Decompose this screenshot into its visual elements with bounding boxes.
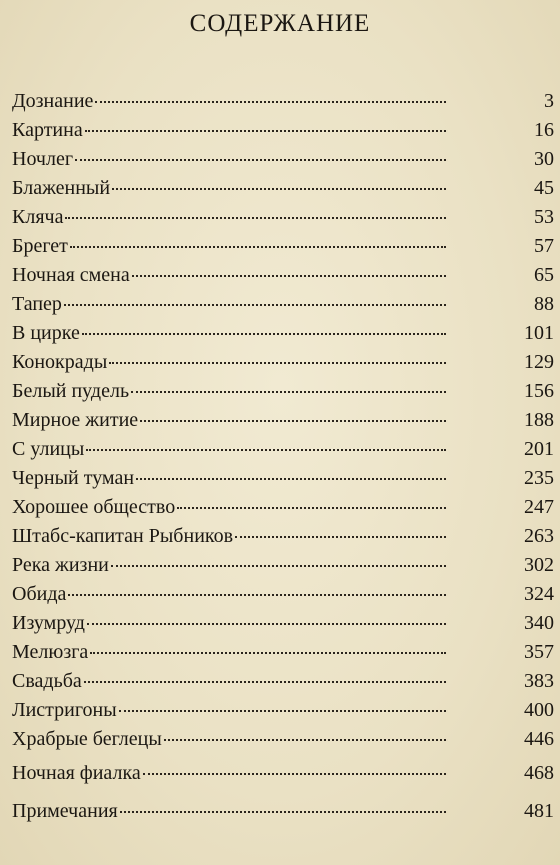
dot-leader [90, 652, 446, 654]
toc-entry [12, 435, 554, 464]
toc-entry [12, 696, 554, 725]
dot-leader [75, 159, 446, 161]
dot-leader [109, 362, 446, 364]
dot-leader [84, 681, 446, 683]
dot-leader [132, 275, 446, 277]
toc-entry-title: Дознание [12, 90, 94, 112]
toc-entry-title: Конокрады [12, 351, 108, 373]
dot-leader [70, 246, 446, 248]
toc-entry [12, 290, 554, 319]
toc-entry-title: Мелюзга [12, 641, 89, 663]
dot-leader [120, 811, 446, 813]
toc-entry-page: 30 [534, 148, 554, 170]
toc-entry [12, 725, 554, 754]
toc-entry-title: Река жизни [12, 554, 109, 576]
toc-entry-title: Блаженный [12, 177, 111, 199]
toc-entry-title: Ночная фиалка [12, 762, 141, 784]
dot-leader [68, 594, 446, 596]
toc-entry [12, 174, 554, 203]
toc-entry-title: Изумруд [12, 612, 85, 634]
toc-entry-page: 53 [534, 206, 554, 228]
toc-entry-title: Мирное житие [12, 409, 139, 431]
toc-entry-page: 383 [524, 670, 554, 692]
toc-entry-page: 468 [524, 762, 554, 784]
toc-entry-page: 340 [524, 612, 554, 634]
dot-leader [136, 478, 446, 480]
dot-leader [86, 449, 446, 451]
toc-entry-title: В цирке [12, 322, 80, 344]
toc-entry-title: Обида [12, 583, 67, 605]
toc-entry-page: 400 [524, 699, 554, 721]
dot-leader [85, 130, 446, 132]
toc-entry [12, 261, 554, 290]
toc-entry-page: 65 [534, 264, 554, 286]
toc-entry-title: Белый пудель [12, 380, 130, 402]
toc-entry-page: 324 [524, 583, 554, 605]
toc-entry [12, 232, 554, 261]
toc-entry [12, 797, 554, 826]
toc-entry-page: 302 [524, 554, 554, 576]
dot-leader [87, 623, 446, 625]
toc-entry-page: 446 [524, 728, 554, 750]
toc-entry [12, 493, 554, 522]
toc-entry-page: 57 [534, 235, 554, 257]
toc-entry-title: Хорошее общество [12, 496, 176, 518]
toc-entry-title: Храбрые беглецы [12, 728, 162, 750]
toc-entry-title: Тапер [12, 293, 62, 315]
dot-leader [143, 773, 446, 775]
dot-leader [64, 304, 446, 306]
toc-entry-page: 129 [524, 351, 554, 373]
toc-entry [12, 551, 554, 580]
toc-entry-page: 188 [524, 409, 554, 431]
toc-entry-title: Ночлег [12, 148, 74, 170]
toc-entry-page: 45 [534, 177, 554, 199]
toc-entry [12, 580, 554, 609]
dot-leader [119, 710, 446, 712]
toc-entry [12, 464, 554, 493]
dot-leader [235, 536, 446, 538]
toc-entry-page: 156 [524, 380, 554, 402]
toc-entry-page: 247 [524, 496, 554, 518]
dot-leader [111, 565, 446, 567]
toc-entry [12, 638, 554, 667]
toc-entry [12, 609, 554, 638]
toc-entry-page: 88 [534, 293, 554, 315]
dot-leader [112, 188, 446, 190]
toc-entry-title: Штабс-капитан Рыбников [12, 525, 234, 547]
toc-entry [12, 377, 554, 406]
dot-leader [140, 420, 446, 422]
toc-entry [12, 145, 554, 174]
toc-entry-page: 235 [524, 467, 554, 489]
toc-entry [12, 116, 554, 145]
dot-leader [164, 739, 446, 741]
toc-entry-page: 481 [524, 800, 554, 822]
toc-entry-page: 16 [534, 119, 554, 141]
toc-entry-title: Свадьба [12, 670, 82, 692]
toc-entry-title: С улицы [12, 438, 85, 460]
dot-leader [82, 333, 446, 335]
dot-leader [95, 101, 446, 103]
dot-leader [131, 391, 446, 393]
toc-entry-page: 201 [524, 438, 554, 460]
toc-entry [12, 87, 554, 116]
toc-entry-title: Листригоны [12, 699, 117, 721]
toc-entry [12, 406, 554, 435]
toc-entry-title: Кляча [12, 206, 64, 228]
toc-entry [12, 522, 554, 551]
toc-entry-title: Ночная смена [12, 264, 130, 286]
toc-entry-title: Черный туман [12, 467, 135, 489]
table-of-contents [12, 87, 554, 826]
toc-entry [12, 319, 554, 348]
toc-entry [12, 348, 554, 377]
toc-entry [12, 667, 554, 696]
toc-entry-page: 357 [524, 641, 554, 663]
toc-entry-title: Картина [12, 119, 83, 141]
toc-entry [12, 759, 554, 788]
page-title: СОДЕРЖАНИЕ [189, 10, 371, 37]
toc-entry-page: 3 [544, 90, 554, 112]
toc-entry-page: 263 [524, 525, 554, 547]
dot-leader [177, 507, 446, 509]
toc-entry-title: Брегет [12, 235, 68, 257]
toc-entry-title: Примечания [12, 800, 118, 822]
toc-entry [12, 203, 554, 232]
dot-leader [65, 217, 446, 219]
toc-entry-page: 101 [524, 322, 554, 344]
